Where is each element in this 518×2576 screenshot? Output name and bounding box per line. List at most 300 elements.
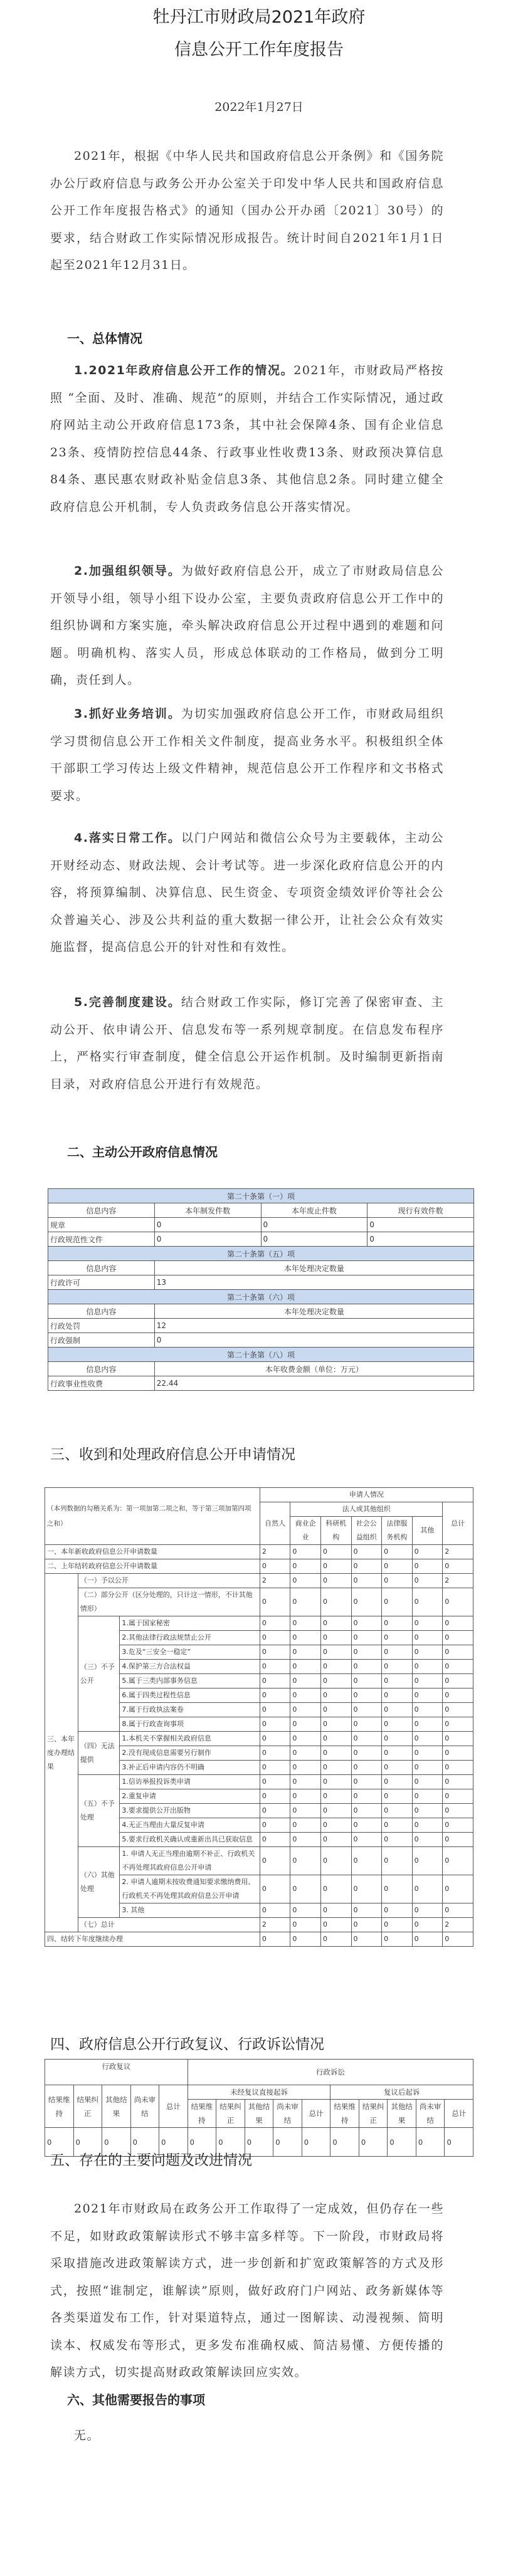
cell-value: 0 (351, 1875, 382, 1903)
table-row (48, 1319, 474, 1333)
cell-value: 0 (290, 1660, 321, 1674)
direct-col: 结果纠正 (216, 2100, 245, 2128)
table-row (45, 1616, 473, 1631)
cell-value: 0 (443, 1847, 473, 1875)
cell-value: 0 (443, 1775, 473, 1789)
section6-paragraph (50, 2422, 444, 2450)
item1-text: 2021年，市财政局严格按照 “全面、及时、准确、规范”的原则，并结合工作实际情况，通过政府网站主动公开政府信息173条，其中社会保障4条、国有企业信息23条、疫情防控信息44条、行政事业性收费13条、财政预决算信息84条、惠民惠农财政补贴金信息3条、其他信息2条。同时建立健全政府信息公开机制，专人负责政务信息公开落实情况。 (50, 364, 444, 514)
report-date: 2022年1月27日 (214, 100, 304, 114)
cell-value: 0 (382, 1833, 413, 1847)
cell-value: 0 (443, 1631, 473, 1645)
review-col: 结果纠正 (73, 2085, 102, 2128)
table-row (48, 1275, 474, 1290)
cell-value: 0 (351, 1616, 382, 1631)
cell-value: 0 (260, 1818, 290, 1833)
cell-value: 0 (290, 1918, 321, 1932)
cell-value: 0 (445, 2128, 473, 2157)
cell-value: 0 (382, 1703, 413, 1717)
band-article20-5: 第二十条第（五）项 (48, 1247, 474, 1261)
review-col: 尚未审结 (130, 2085, 159, 2128)
cell-value: 0 (351, 1588, 382, 1616)
section1-item-2 (50, 558, 444, 694)
admin-review-header: 行政复议 (45, 2060, 188, 2085)
row-label: 6.属于四类过程性信息 (120, 1689, 260, 1703)
review-litigation-table (45, 2059, 473, 2157)
cell-value: 0 (412, 1732, 443, 1746)
cell-value: 0 (290, 1818, 321, 1833)
cell-value: 0 (412, 1875, 443, 1903)
intro-text: 2021年，根据《中华人民共和国政府信息公开条例》和《国务院办公厅政府信息与政务公开办公室关于印发中华人民共和国政府信息公开工作年度报告格式》的通知（国办公开办函〔2021〕30号）的要求，结合财政工作实际情况形成报告。统计时间自2021年1月1日起至2021年12月31日。 (50, 149, 444, 272)
cell-value: 0 (273, 2128, 302, 2157)
row-label: （二）部分公开（区分处理的，只计这一情形，不计其他情形） (78, 1588, 260, 1616)
cell-value: 0 (290, 1732, 321, 1746)
cell-value: 0 (412, 1588, 443, 1616)
cell-value: 0 (351, 1918, 382, 1932)
cell-value: 0 (290, 1689, 321, 1703)
table-note: （本列数据的勾稽关系为：第一项加第二项之和，等于第三项加第四项之和） (45, 1488, 260, 1545)
cell-value: 0 (320, 1847, 351, 1875)
cell-value: 0 (320, 1761, 351, 1775)
cell-value: 0 (188, 2128, 216, 2157)
row-label: 行政许可 (48, 1275, 155, 1290)
cell-value: 0 (330, 2128, 359, 2157)
cell-value: 0 (382, 1775, 413, 1789)
cell-value: 0 (382, 1875, 413, 1903)
cell-value: 0 (320, 1732, 351, 1746)
row-label: 3.要求提供公开出版物 (120, 1804, 260, 1818)
row-label: 3. 其他 (120, 1903, 260, 1918)
after-col: 结果纠正 (359, 2100, 388, 2128)
cell-value: 0 (351, 1847, 382, 1875)
cell-value: 0 (290, 1545, 321, 1559)
section2-heading: 二、主动公开政府信息情况 (67, 1144, 218, 1160)
cell-value: 0 (443, 1833, 473, 1847)
row-label: （七）总计 (78, 1918, 260, 1932)
legal-col-header: 其他 (412, 1517, 443, 1545)
cell-value: 0 (412, 1631, 443, 1645)
section1-heading: 一、总体情况 (67, 331, 142, 346)
cell-value: 0 (382, 1818, 413, 1833)
cell-value: 0 (260, 1875, 290, 1903)
section4-heading: 四、政府信息公开行政复议、行政诉讼情况 (50, 2036, 324, 2053)
cell-value: 0 (351, 1746, 382, 1761)
cell-value: 0 (351, 1559, 382, 1574)
row-label: 行政规范性文件 (48, 1232, 155, 1247)
table-row (45, 1847, 473, 1875)
direct-col: 总计 (302, 2100, 330, 2128)
row-label: 二、上年结转政府信息公开申请数量 (45, 1559, 260, 1574)
item2-text: 为做好政府信息公开，成立了市财政局信息公开领导小组，领导小组下设办公室，主要负责政府信息公开工作中的组织协调和方案实施，牵头解决政府信息公开过程中遇到的难题和问题。明确机构、落实人员，形成总体联动的工作格局，做到分工明确，责任到人。 (50, 564, 444, 687)
cell-value: 0 (382, 1689, 413, 1703)
item5-lead: 5.完善制度建设。 (74, 995, 181, 1009)
cell-value: 0 (351, 1903, 382, 1918)
cell-value: 0 (351, 1761, 382, 1775)
cell-value: 0 (443, 1645, 473, 1660)
cell-value: 2 (260, 1545, 290, 1559)
col-abolished: 本年废止件数 (261, 1203, 367, 1218)
cell-value: 0 (290, 1616, 321, 1631)
cell-value: 0 (443, 1559, 473, 1574)
cell-value: 0 (351, 1804, 382, 1818)
cell-value: 0 (260, 1674, 290, 1689)
cell-value: 0 (443, 1616, 473, 1631)
cell-value: 0 (320, 1918, 351, 1932)
cell-value: 0 (320, 1631, 351, 1645)
row-label: 四、结转下年度继续办理 (45, 1932, 260, 1947)
row-label: 1. 申请人无正当理由逾期不补正、行政机关不再处理其政府信息公开申请 (120, 1847, 260, 1875)
legal-entity-header: 法人或其他组织 (290, 1502, 443, 1517)
cell-value: 0 (45, 2128, 74, 2157)
cell-value: 0 (443, 1818, 473, 1833)
cell-value: 0 (260, 1761, 290, 1775)
row-label: 3.危及“三安全一稳定” (120, 1645, 260, 1660)
cell-value: 0 (320, 1559, 351, 1574)
cell-value: 0 (290, 1804, 321, 1818)
cell-value: 0 (351, 1932, 382, 1947)
review-col: 结果维持 (45, 2085, 74, 2128)
cell-value: 0 (290, 1645, 321, 1660)
table-row (45, 1545, 473, 1559)
cell-value: 2 (260, 1918, 290, 1932)
cell-value: 0 (382, 1559, 413, 1574)
cell-value: 0 (443, 1689, 473, 1703)
row-label: 行政强制 (48, 1333, 155, 1348)
item4-lead: 4.落实日常工作。 (74, 831, 181, 845)
table-row (45, 1775, 473, 1789)
table-row (45, 1918, 473, 1932)
cell-value: 0 (320, 1660, 351, 1674)
cell-value: 0 (382, 1674, 413, 1689)
cell-value: 0 (320, 1804, 351, 1818)
cell-value: 0 (412, 1746, 443, 1761)
direct-col: 其他结果 (245, 2100, 273, 2128)
cell-value: 0 (382, 1645, 413, 1660)
subgroup-label: （五）不予处理 (78, 1775, 120, 1847)
row-label: 2.没有现成信息需要另行制作 (120, 1746, 260, 1761)
cell-value: 0 (154, 1232, 261, 1247)
intro-paragraph (50, 143, 444, 280)
cell-value: 0 (351, 1674, 382, 1689)
cell-value: 0 (159, 2128, 188, 2157)
cell-value: 0 (260, 1559, 290, 1574)
col-decisions: 本年处理决定数量 (154, 1304, 473, 1319)
cell-value: 0 (302, 2128, 330, 2157)
table-row (48, 1218, 474, 1232)
cell-value: 0 (320, 1833, 351, 1847)
applicant-header: 申请人情况 (260, 1488, 473, 1502)
cell-value: 0 (351, 1732, 382, 1746)
cell-value: 0 (260, 1833, 290, 1847)
cell-value: 12 (154, 1319, 473, 1333)
row-label: 2. 申请人逾期未按收费通知要求缴纳费用、行政机关不再处理其政府信息公开申请 (120, 1875, 260, 1903)
cell-value: 0 (290, 1674, 321, 1689)
row-label: 1.属于国家秘密 (120, 1616, 260, 1631)
direct-suit-header: 未经复议直接起诉 (188, 2085, 330, 2100)
cell-value: 0 (351, 1775, 382, 1789)
cell-value: 0 (382, 1660, 413, 1674)
cell-value: 0 (382, 1717, 413, 1732)
table-row (48, 1333, 474, 1348)
cell-value: 13 (154, 1275, 473, 1290)
col-info-content: 信息内容 (48, 1261, 155, 1275)
cell-value: 0 (320, 1588, 351, 1616)
col-decisions: 本年处理决定数量 (154, 1261, 473, 1275)
row-label: 5.要求行政机关确认或重新出具已获取信息 (120, 1833, 260, 1847)
row-label: 5.属于三类内部事务信息 (120, 1674, 260, 1689)
item4-text: 以门户网站和微信公众号为主要载体，主动公开财经动态、财政法规、会计考试等。进一步深化政府信息公开的内容，将预算编制、决算信息、民生资金、专项资金绩效评价等社会公众普遍关心、涉及公共利益的重大数据一律公开，让社会公众有效实施监督，提高信息公开的针对性和有效性。 (50, 831, 444, 954)
cell-value: 0 (290, 1875, 321, 1903)
item3-lead: 3.抓好业务培训。 (74, 707, 181, 721)
cell-value: 0 (260, 1775, 290, 1789)
cell-value: 0 (290, 1746, 321, 1761)
after-col: 总计 (445, 2100, 473, 2128)
cell-value: 0 (382, 1847, 413, 1875)
table-row (45, 1732, 473, 1746)
cell-value: 0 (412, 1918, 443, 1932)
row-label: 2.其他法律行政法规禁止公开 (120, 1631, 260, 1645)
band-article20-1: 第二十条第（一）项 (48, 1189, 474, 1203)
subgroup-label: （三）不予公开 (78, 1616, 120, 1732)
cell-value: 0 (260, 1689, 290, 1703)
cell-value: 0 (290, 1833, 321, 1847)
proactive-disclosure-table (48, 1188, 474, 1391)
cell-value: 0 (412, 1833, 443, 1847)
cell-value: 0 (260, 1703, 290, 1717)
cell-value: 0 (351, 1545, 382, 1559)
cell-value: 0 (382, 1616, 413, 1631)
item3-text: 为切实加强政府信息公开工作，市财政局组织学习贯彻信息公开工作相关文件制度，提高业务水平。积极组织全体干部职工学习传达上级文件精神，规范信息公开工作程序和文书格式要求。 (50, 707, 444, 803)
cell-value: 0 (320, 1574, 351, 1588)
row-label: 1.信访举报投诉类申请 (120, 1775, 260, 1789)
cell-value: 0 (382, 1903, 413, 1918)
cell-value: 0 (412, 1674, 443, 1689)
band-article20-6: 第二十条第（六）项 (48, 1290, 474, 1304)
cell-value: 0 (412, 1903, 443, 1918)
table-row (45, 1932, 473, 1947)
row-label: 规章 (48, 1218, 155, 1232)
cell-value: 0 (351, 1631, 382, 1645)
subgroup-label: （四）无法提供 (78, 1732, 120, 1775)
cell-value: 0 (154, 1333, 473, 1348)
cell-value: 0 (351, 1703, 382, 1717)
cell-value: 0 (73, 2128, 102, 2157)
cell-value: 0 (260, 1732, 290, 1746)
group-label: 三、本年度办理结果 (45, 1574, 78, 1932)
applications-table (45, 1487, 473, 1947)
report-title-line1: 牡丹江市财政局2021年政府 (152, 8, 366, 27)
cell-value: 0 (320, 1645, 351, 1660)
cell-value: 0 (359, 2128, 388, 2157)
cell-value: 2 (260, 1574, 290, 1588)
cell-value: 0 (290, 1932, 321, 1947)
section1-item-1 (50, 357, 444, 521)
cell-value: 0 (412, 1645, 443, 1660)
item1-lead: 1.2021年政府信息公开工作的情况。 (74, 364, 294, 377)
cell-value: 0 (412, 1761, 443, 1775)
table-row (45, 1574, 473, 1588)
row-label: 7.属于行政执法案卷 (120, 1703, 260, 1717)
cell-value: 0 (320, 1818, 351, 1833)
cell-value: 0 (412, 1789, 443, 1804)
cell-value: 22.44 (154, 1376, 473, 1391)
row-label: 一、本年新收政府信息公开申请数量 (45, 1545, 260, 1559)
cell-value: 0 (412, 1545, 443, 1559)
cell-value: 0 (443, 1732, 473, 1746)
cell-value: 0 (443, 1789, 473, 1804)
cell-value: 0 (260, 1847, 290, 1875)
cell-value: 0 (260, 1631, 290, 1645)
item5-text: 结合财政工作实际，修订完善了保密审查、主动公开、依申请公开、信息发布等一系列规章制度。在信息发布程序上，严格实行审查制度，健全信息公开运作机制。及时编制更新指南目录，对政府信息公开进行有效规范。 (50, 995, 444, 1091)
cell-value: 0 (388, 2128, 416, 2157)
cell-value: 0 (260, 1588, 290, 1616)
col-issued: 本年制发件数 (154, 1203, 261, 1218)
legal-col-header: 社会公益组织 (351, 1517, 382, 1545)
cell-value: 0 (382, 1804, 413, 1818)
subgroup-label: （六）其他处理 (78, 1847, 120, 1918)
cell-value: 0 (382, 1588, 413, 1616)
table-row (45, 1559, 473, 1574)
cell-value: 0 (245, 2128, 273, 2157)
cell-value: 0 (412, 1804, 443, 1818)
cell-value: 0 (382, 1761, 413, 1775)
section6-text: 无。 (74, 2429, 100, 2442)
cell-value: 0 (290, 1761, 321, 1775)
section6-heading: 六、其他需要报告的事项 (67, 2392, 205, 2407)
row-label: 行政处罚 (48, 1319, 155, 1333)
after-col: 其他结果 (388, 2100, 416, 2128)
cell-value: 0 (367, 1218, 474, 1232)
cell-value: 0 (261, 1232, 367, 1247)
cell-value: 0 (443, 1588, 473, 1616)
col-info-content: 信息内容 (48, 1362, 155, 1376)
cell-value: 2 (443, 1545, 473, 1559)
cell-value: 0 (351, 1660, 382, 1674)
cell-value: 0 (412, 1717, 443, 1732)
cell-value: 0 (290, 1703, 321, 1717)
cell-value: 0 (443, 1903, 473, 1918)
cell-value: 0 (102, 2128, 131, 2157)
cell-value: 2 (443, 1574, 473, 1588)
col-info-content: 信息内容 (48, 1203, 155, 1218)
legal-col-header: 商业企业 (290, 1517, 321, 1545)
item2-lead: 2.加强组织领导。 (74, 564, 181, 578)
section5-heading: 五、存在的主要问题及改进情况 (50, 2152, 252, 2169)
row-label: 4.无正当理由大量反复申请 (120, 1818, 260, 1833)
direct-col: 结果维持 (188, 2100, 216, 2128)
row-label: 3.补正后申请内容仍不明确 (120, 1761, 260, 1775)
cell-value: 0 (382, 1574, 413, 1588)
legal-col-header: 法律服务机构 (382, 1517, 413, 1545)
row-label: 8.属于行政查询事项 (120, 1717, 260, 1732)
cell-value: 0 (320, 1903, 351, 1918)
cell-value: 0 (412, 1703, 443, 1717)
cell-value: 0 (412, 1574, 443, 1588)
cell-value: 0 (290, 1574, 321, 1588)
section1-item-4 (50, 825, 444, 961)
cell-value: 0 (382, 1545, 413, 1559)
cell-value: 0 (443, 1717, 473, 1732)
cell-value: 0 (412, 1616, 443, 1631)
cell-value: 0 (412, 1932, 443, 1947)
cell-value: 0 (154, 1218, 261, 1232)
after-col: 结果维持 (330, 2100, 359, 2128)
cell-value: 0 (443, 1804, 473, 1818)
cell-value: 0 (320, 1932, 351, 1947)
cell-value: 0 (351, 1645, 382, 1660)
row-label: 行政事业性收费 (48, 1376, 155, 1391)
cell-value: 0 (130, 2128, 159, 2157)
cell-value: 0 (216, 2128, 245, 2157)
cell-value: 0 (260, 1903, 290, 1918)
cell-value: 0 (412, 1559, 443, 1574)
cell-value: 0 (443, 1932, 473, 1947)
cell-value: 0 (416, 2128, 445, 2157)
cell-value: 0 (260, 1717, 290, 1732)
cell-value: 0 (443, 1875, 473, 1903)
cell-value: 0 (320, 1717, 351, 1732)
cell-value: 0 (443, 1761, 473, 1775)
section1-item-3 (50, 701, 444, 810)
cell-value: 0 (320, 1545, 351, 1559)
cell-value: 0 (412, 1818, 443, 1833)
after-review-header: 复议后起诉 (330, 2085, 473, 2100)
cell-value: 0 (290, 1559, 321, 1574)
cell-value: 0 (290, 1847, 321, 1875)
section5-paragraph (50, 2196, 444, 2387)
cell-value: 0 (351, 1574, 382, 1588)
cell-value: 0 (290, 1903, 321, 1918)
section1-item-5 (50, 989, 444, 1098)
cell-value: 0 (320, 1875, 351, 1903)
cell-value: 0 (260, 1804, 290, 1818)
table-row (45, 1588, 473, 1616)
cell-value: 0 (290, 1775, 321, 1789)
band-article20-8: 第二十条第（八）项 (48, 1348, 474, 1362)
row-label: 2.重复申请 (120, 1789, 260, 1804)
row-label: （一）予以公开 (78, 1574, 260, 1588)
cell-value: 0 (320, 1789, 351, 1804)
cell-value: 0 (260, 1932, 290, 1947)
cell-value: 2 (443, 1918, 473, 1932)
cell-value: 0 (382, 1746, 413, 1761)
col-fee-amount: 本年收费金额（单位：万元） (154, 1362, 473, 1376)
review-col: 其他结果 (102, 2085, 131, 2128)
table-row (48, 1376, 474, 1391)
cell-value: 0 (382, 1918, 413, 1932)
legal-col-header: 科研机构 (320, 1517, 351, 1545)
report-title-line2: 信息公开工作年度报告 (174, 40, 344, 60)
cell-value: 0 (320, 1689, 351, 1703)
section3-heading: 三、收到和处理政府信息公开申请情况 (50, 1447, 295, 1463)
cell-value: 0 (260, 1616, 290, 1631)
cell-value: 0 (290, 1789, 321, 1804)
natural-person-header: 自然人 (260, 1502, 290, 1545)
cell-value: 0 (290, 1588, 321, 1616)
cell-value: 0 (320, 1674, 351, 1689)
cell-value: 0 (290, 1631, 321, 1645)
cell-value: 0 (412, 1847, 443, 1875)
direct-col: 尚未审结 (273, 2100, 302, 2128)
cell-value: 0 (382, 1732, 413, 1746)
cell-value: 0 (260, 1746, 290, 1761)
cell-value: 0 (382, 1631, 413, 1645)
table-row (48, 1232, 474, 1247)
cell-value: 0 (261, 1218, 367, 1232)
cell-value: 0 (443, 1660, 473, 1674)
total-header: 总计 (443, 1502, 473, 1545)
cell-value: 0 (351, 1789, 382, 1804)
cell-value: 0 (382, 1789, 413, 1804)
